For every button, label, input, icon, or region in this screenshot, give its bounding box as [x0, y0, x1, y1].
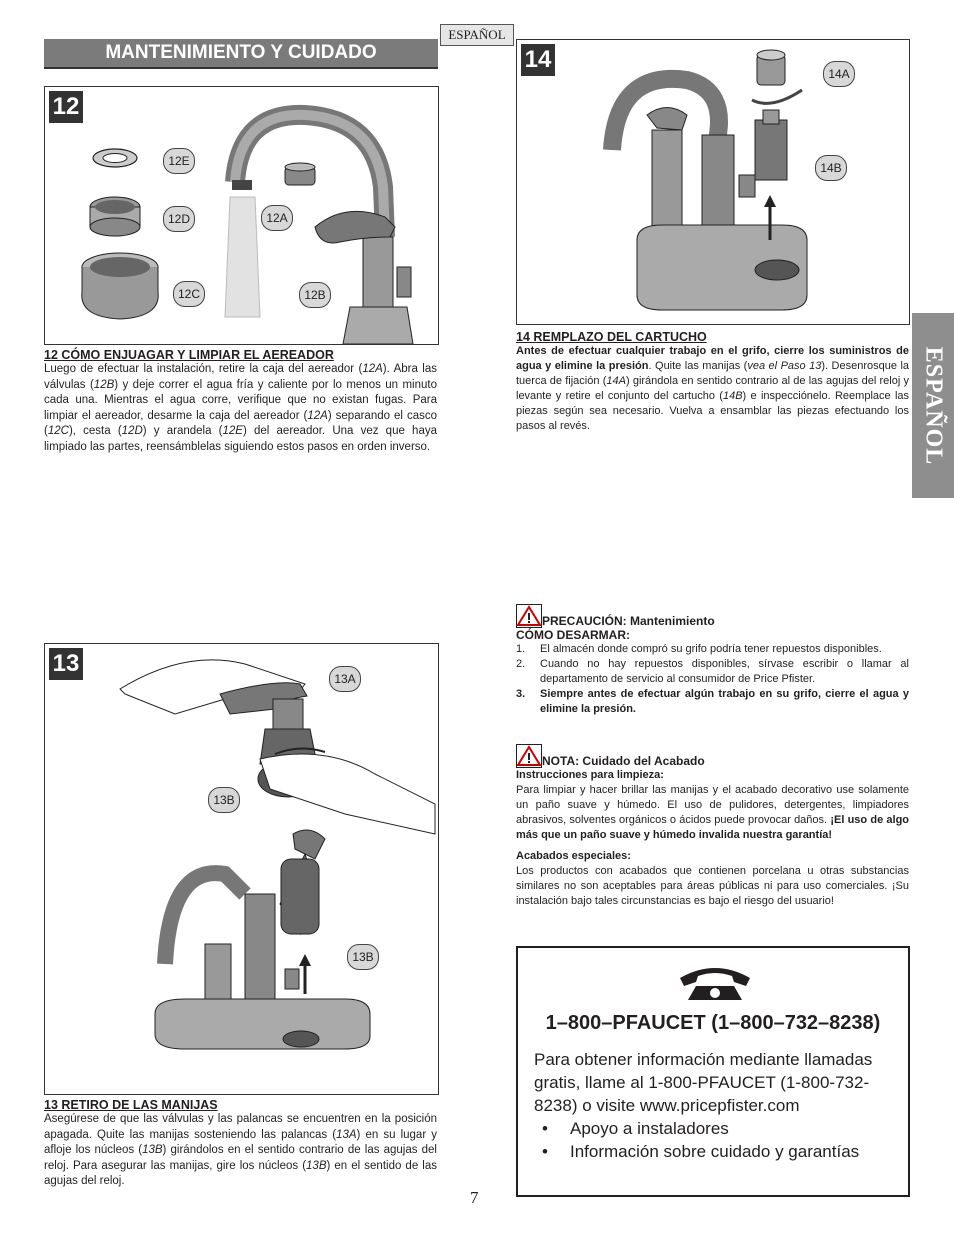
step-14-heading: 14 REMPLAZO DEL CARTUCHO	[516, 330, 707, 344]
step-14-text	[516, 330, 909, 434]
handle-removal-illustration	[45, 644, 438, 1094]
callout-12c: 12C	[173, 281, 205, 307]
phone-number: 1–800–PFAUCET (1–800–732–8238)	[545, 1012, 881, 1034]
callout-13a: 13A	[329, 666, 361, 692]
figure-13-number: 13	[49, 648, 83, 680]
callout-12b: 12B	[299, 282, 331, 308]
note-cleaning-heading: Instrucciones para limpieza:	[516, 769, 664, 781]
section-title: MANTENIMIENTO Y CUIDADO	[44, 39, 438, 69]
callout-13b-top: 13B	[208, 787, 240, 813]
caution-title: PRECAUCIÓN: Mantenimiento	[542, 614, 715, 628]
step-13-heading: 13 RETIRO DE LAS MANIJAS	[44, 1098, 218, 1112]
caution-subtitle: CÓMO DESARMAR:	[516, 628, 630, 642]
caution-item: 1. El almacén donde compró su grifo podría tener repuestos disponibles.	[516, 643, 882, 655]
figure-14	[516, 39, 910, 325]
bullet-item: • Apoyo a instaladores	[542, 1119, 729, 1138]
contact-box	[516, 946, 910, 1197]
figure-13	[44, 643, 439, 1095]
note-section	[516, 744, 909, 909]
callout-13b-bottom: 13B	[347, 944, 379, 970]
figure-12-number: 12	[49, 91, 83, 123]
language-tag: ESPAÑOL	[440, 24, 514, 46]
bullet-item: • Información sobre cuidado y garantías	[542, 1142, 860, 1161]
callout-14b: 14B	[815, 155, 847, 181]
note-cleaning-body: Para limpiar y hacer brillar las manijas y el acabado decorativo use solamente un paño suave y húmedo. El uso de pulidores, detergentes, limpiadores abrasivos, solventes orgánicos o ácidos puede provocar daños. ¡El uso de algo más que un paño suave y húmedo invalida nuestra garantía!	[516, 784, 910, 841]
step-13-body: Asegúrese de que las válvulas y las palancas se encuentren en la posición apagada. Quite las manijas sosteniendo las palancas (13A) en su lugar y afloje los núcleos (13B) girándolos en el sentido contrario de las agujas del reloj. Para asegurar las manijas, gire los núcleos (13B) en el sentido de las agujas del reloj.	[44, 1113, 437, 1187]
note-special-body: Los productos con acabados que contienen porcelana u otras substancias similares no son aceptables para áreas públicas ni para uso comerciales. ¡Su instalación bajo tales circunstancias es bajo el riesgo del usuario!	[516, 865, 909, 907]
caution-list	[516, 642, 909, 717]
caution-item: 2. Cuando no hay repuestos disponibles, sírvase escribir o llamar al departamento de servicio al consumidor de Price Pfister.	[516, 658, 909, 685]
aerator-illustration	[45, 87, 438, 344]
telephone-icon	[676, 964, 754, 1002]
warning-icon	[516, 744, 542, 768]
note-title: NOTA: Cuidado del Acabado	[542, 754, 705, 768]
step-12-text	[44, 348, 437, 455]
callout-12d: 12D	[163, 206, 195, 232]
caution-section	[516, 604, 909, 717]
callout-12e: 12E	[163, 148, 195, 174]
callout-14a: 14A	[823, 61, 855, 87]
caution-item: 3. Siempre antes de efectuar algún trabajo en su grifo, cierre el agua y elimine la presión.	[516, 688, 909, 715]
contact-bullets	[534, 1117, 894, 1163]
side-tab-label: ESPAÑOL	[920, 346, 947, 465]
figure-14-number: 14	[521, 44, 555, 76]
warning-icon	[516, 604, 542, 628]
side-language-tab	[912, 313, 954, 498]
contact-text	[534, 1048, 894, 1163]
callout-12a: 12A	[261, 205, 293, 231]
figure-12	[44, 86, 439, 345]
step-14-body: Antes de efectuar cualquier trabajo en el grifo, cierre los suministros de agua y elimine la presión. Quite las manijas (vea el Paso 13). Desenrosque la tuerca de fijación (14A) girándola en sentido contrario al de las agujas del reloj y levante y retire el conjunto del cartucho (14B) e inspecciónelo. Reemplace las piezas según sea necesario. Vuelva a ensamblar las piezas efectuando los pasos al revés.	[516, 345, 910, 432]
step-12-heading: 12 CÓMO ENJUAGAR Y LIMPIAR EL AEREADOR	[44, 348, 334, 362]
contact-description: Para obtener información mediante llamadas gratis, llame al 1-800-PFAUCET (1-800-732-8238) o visite www.pricepfister.com	[534, 1050, 873, 1115]
step-13-text	[44, 1098, 437, 1190]
note-special-heading: Acabados especiales:	[516, 850, 631, 862]
step-12-body: Luego de efectuar la instalación, retire la caja del aereador (12A). Abra las válvulas (12B) y deje correr el agua fría y caliente por lo menos un minuto cada una. Mientras el agua corre, verifique que no existan fugas. Para limpiar el aereador, desarme la caja del aereador (12A) separando el casco (12C), cesta (12D) y arandela (12E) del aereador. Una vez que haya limpiado las partes, reensámblelas siguiendo estos pasos en orden inverso.	[44, 363, 437, 453]
page-number: 7	[470, 1188, 479, 1207]
